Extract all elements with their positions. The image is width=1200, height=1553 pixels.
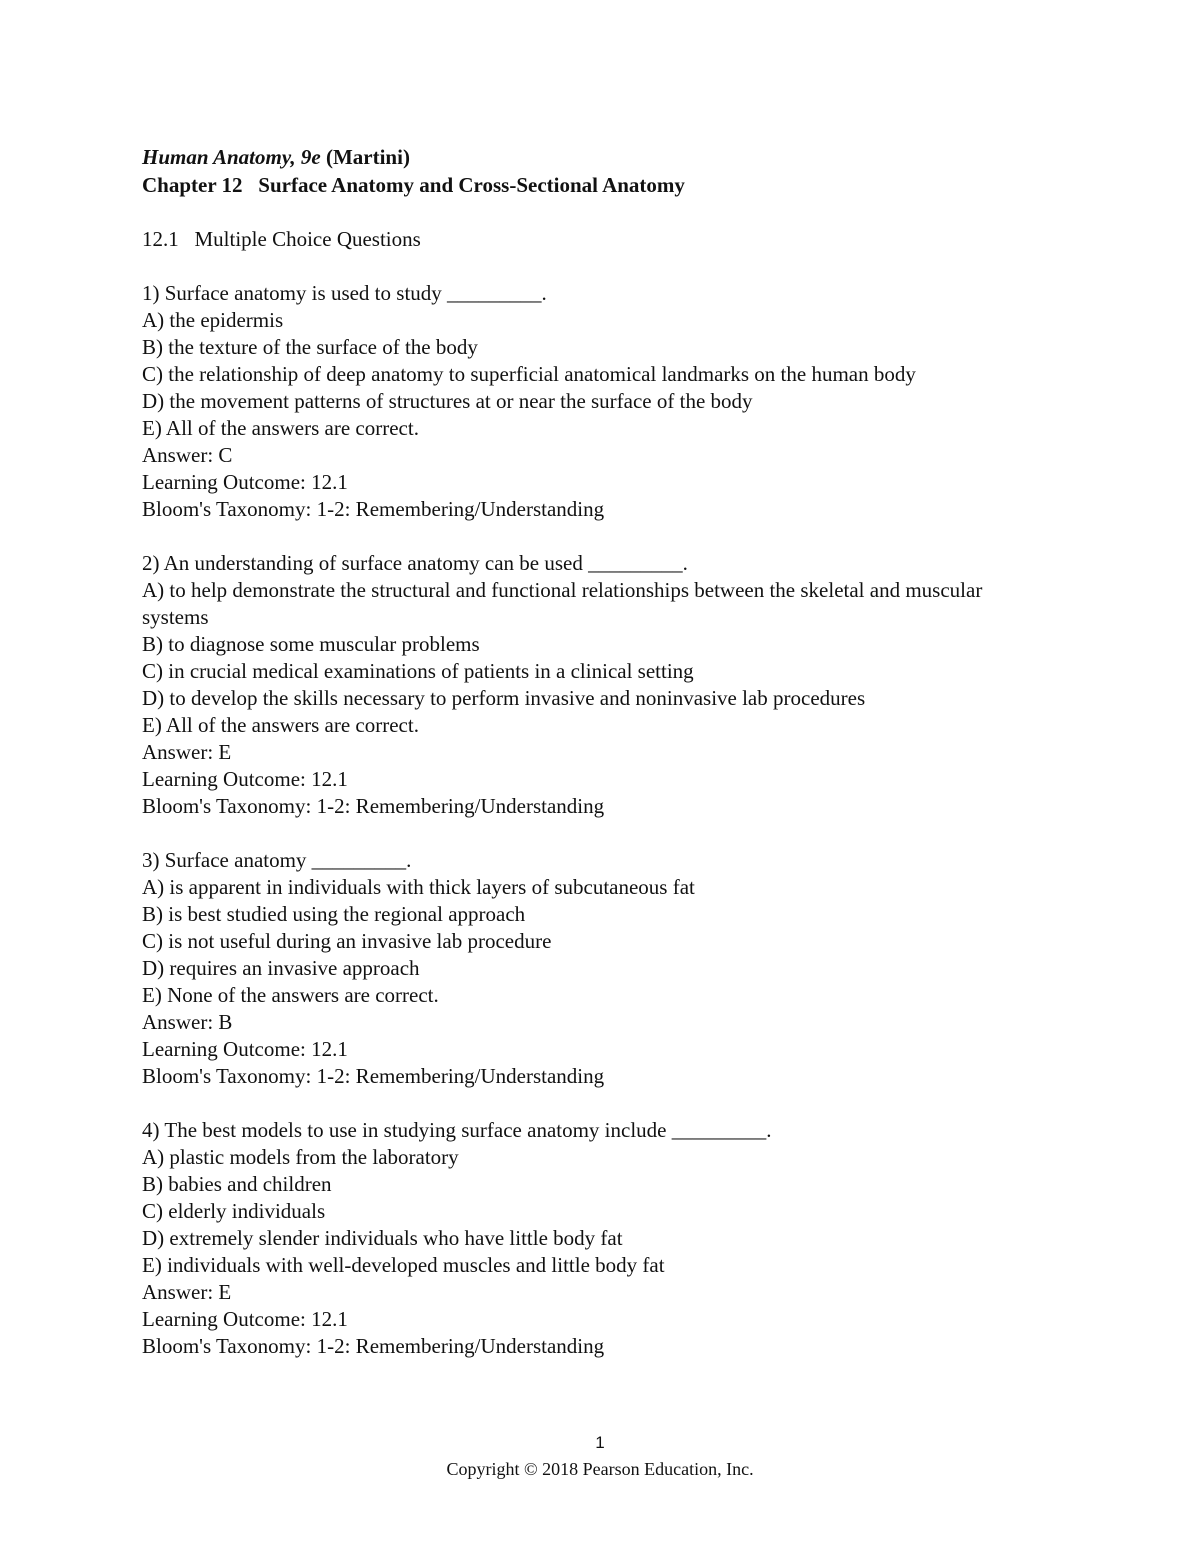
question-prompt: 3) Surface anatomy _________. — [142, 848, 412, 872]
blooms-taxonomy: Bloom's Taxonomy: 1-2: Remembering/Understanding — [142, 794, 605, 818]
option-d: D) the movement patterns of structures at or near the surface of the body — [142, 389, 753, 413]
learning-outcome: Learning Outcome: 12.1 — [142, 767, 348, 791]
page-number: 1 — [595, 1433, 605, 1452]
option-b: B) to diagnose some muscular problems — [142, 632, 480, 656]
section-number: 12.1 — [142, 227, 179, 251]
option-c: C) is not useful during an invasive lab procedure — [142, 929, 552, 953]
spacer — [142, 199, 1102, 226]
chapter-label: Chapter 12 — [142, 173, 243, 197]
section-title: Multiple Choice Questions — [194, 227, 421, 251]
option-a: A) is apparent in individuals with thick layers of subcutaneous fat — [142, 875, 695, 899]
blooms-taxonomy: Bloom's Taxonomy: 1-2: Remembering/Understanding — [142, 1064, 605, 1088]
book-author: (Martini) — [325, 145, 410, 169]
option-a: A) the epidermis — [142, 308, 284, 332]
question-prompt: 1) Surface anatomy is used to study _________. — [142, 281, 547, 305]
blooms-taxonomy: Bloom's Taxonomy: 1-2: Remembering/Understanding — [142, 1334, 605, 1358]
learning-outcome: Learning Outcome: 12.1 — [142, 1307, 348, 1331]
option-e: E) None of the answers are correct. — [142, 983, 439, 1007]
question-4 — [142, 1117, 1102, 1360]
answer: Answer: E — [142, 740, 232, 764]
spacer — [142, 253, 1102, 280]
option-d: D) to develop the skills necessary to perform invasive and noninvasive lab procedures — [142, 686, 866, 710]
chapter-title: Surface Anatomy and Cross-Sectional Anatomy — [258, 173, 685, 197]
option-b: B) is best studied using the regional approach — [142, 902, 526, 926]
section-heading — [142, 226, 1102, 253]
option-d: D) extremely slender individuals who have little body fat — [142, 1226, 623, 1250]
option-e: E) All of the answers are correct. — [142, 713, 419, 737]
option-e: E) individuals with well-developed muscles and little body fat — [142, 1253, 665, 1277]
book-title: Human Anatomy, 9e — [142, 145, 321, 169]
question-2 — [142, 550, 1102, 820]
option-a: A) plastic models from the laboratory — [142, 1145, 459, 1169]
question-prompt: 4) The best models to use in studying surface anatomy include _________. — [142, 1118, 772, 1142]
learning-outcome: Learning Outcome: 12.1 — [142, 1037, 348, 1061]
option-b: B) babies and children — [142, 1172, 332, 1196]
question-1 — [142, 280, 1102, 523]
answer: Answer: B — [142, 1010, 233, 1034]
answer: Answer: C — [142, 443, 233, 467]
question-prompt: 2) An understanding of surface anatomy can be used _________. — [142, 551, 688, 575]
option-b: B) the texture of the surface of the body — [142, 335, 478, 359]
copyright-notice: Copyright © 2018 Pearson Education, Inc. — [446, 1459, 754, 1479]
chapter-title-line — [142, 171, 1102, 199]
book-title-line — [142, 143, 1102, 171]
question-3 — [142, 847, 1102, 1090]
option-e: E) All of the answers are correct. — [142, 416, 419, 440]
option-a: A) to help demonstrate the structural and functional relationships between the skeletal and muscular systems — [142, 578, 983, 629]
blooms-taxonomy: Bloom's Taxonomy: 1-2: Remembering/Understanding — [142, 497, 605, 521]
option-c: C) in crucial medical examinations of patients in a clinical setting — [142, 659, 694, 683]
answer: Answer: E — [142, 1280, 232, 1304]
option-c: C) the relationship of deep anatomy to superficial anatomical landmarks on the human body — [142, 362, 916, 386]
learning-outcome: Learning Outcome: 12.1 — [142, 470, 348, 494]
option-c: C) elderly individuals — [142, 1199, 326, 1223]
option-d: D) requires an invasive approach — [142, 956, 420, 980]
page-content — [142, 143, 1102, 1387]
